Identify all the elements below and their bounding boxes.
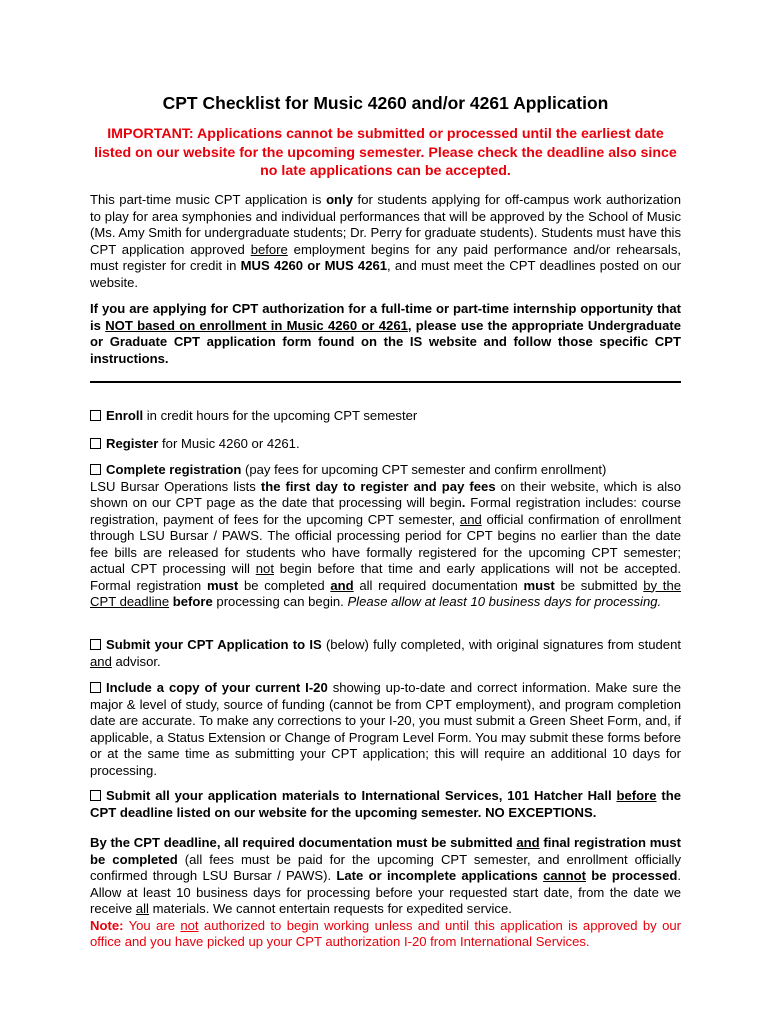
internship-paragraph: If you are applying for CPT authorization for a full-time or part-time internship opportunity that is NOT based on enrollment in Music 4260 or 4261, please use the appropriate Undergraduate or Graduate CPT application form found on the IS website and follow those specific CPT instructions.: [90, 301, 682, 366]
checklist-item-submit-materials: Submit all your application materials to International Services, 101 Hatcher Hall before the CPT deadline listed on our website for the upcoming semester. NO EXCEPTIONS.: [90, 788, 682, 820]
checkbox-include-i20[interactable]: [90, 682, 101, 693]
document-title: CPT Checklist for Music 4260 and/or 4261 Application: [162, 93, 609, 113]
checkbox-submit-application[interactable]: [90, 639, 101, 650]
checklist-item-enroll: Enroll in credit hours for the upcoming CPT semester: [90, 408, 681, 425]
deadline-paragraph: By the CPT deadline, all required documentation must be submitted and final registration must be completed (all fees must be paid for the upcoming CPT semester, and enrollment officially confirmed through LSU Bursar / PAWS). Late or incomplete applications cannot be processed. Allow at least 10 business days for processing before your requested start date, from the date we receive all materials. We cannot entertain requests for expedited service. Note: You are not authorized to begin working unless and until this application is approved by our office and you have picked up your CPT authorization I-20 from International Services.: [90, 835, 681, 949]
checklist-item-include-i20: Include a copy of your current I-20 showing up-to-date and correct information. Make sure the major & level of study, source of funding (cannot be from CPT employment), and program completion date are accurate. To make any corrections to your I-20, you must submit a Green Sheet Form, and, if applicable, a Status Extension or Change of Program Level Form. You may submit these forms before or at the same time as submitting your CPT application; this will require an additional 10 days for processing.: [90, 680, 681, 778]
checkbox-submit-materials[interactable]: [90, 790, 101, 801]
checklist-item-register: Register for Music 4260 or 4261.: [90, 436, 681, 453]
checkbox-enroll[interactable]: [90, 410, 101, 421]
section-divider: [90, 381, 681, 383]
important-notice: IMPORTANT: Applications cannot be submitted or processed until the earliest date listed on our website for the upcoming semester. Please check the deadline also since no late applications can be accepted.: [94, 126, 677, 179]
checklist-item-submit-application: Submit your CPT Application to IS (below) fully completed, with original signatures from student and advisor.: [90, 637, 681, 669]
note-label: Note:: [90, 917, 124, 933]
checkbox-register[interactable]: [90, 438, 101, 449]
intro-paragraph: This part-time music CPT application is only for students applying for off-campus work authorization to play for area symphonies and individual performances that will be approved by the School of Music (Ms. Amy Smith for undergraduate students; Dr. Perry for graduate students). Students must have this CPT application approved before employment begins for any paid performance and/or rehearsals, must register for credit in MUS 4260 or MUS 4261, and must meet the CPT deadlines posted on our website.: [90, 192, 681, 290]
checklist-item-complete-registration: Complete registration (pay fees for upcoming CPT semester and confirm enrollment) LSU Bursar Operations lists the first day to register and pay fees on their website, which is also shown on our CPT page as the date that processing will begin. Formal registration includes: course registration, payment of fees for the upcoming CPT semester, and official confirmation of enrollment through LSU Bursar / PAWS. The official processing period for CPT begins no earlier than the date fee bills are released for students who have formally registered for the upcoming CPT semester; actual CPT processing will not begin before that time and early applications will not be accepted. Formal registration must be completed and all required documentation must be submitted by the CPT deadline before processing can begin. Please allow at least 10 business days for processing.: [90, 462, 682, 609]
checkbox-complete-registration[interactable]: [90, 464, 101, 475]
